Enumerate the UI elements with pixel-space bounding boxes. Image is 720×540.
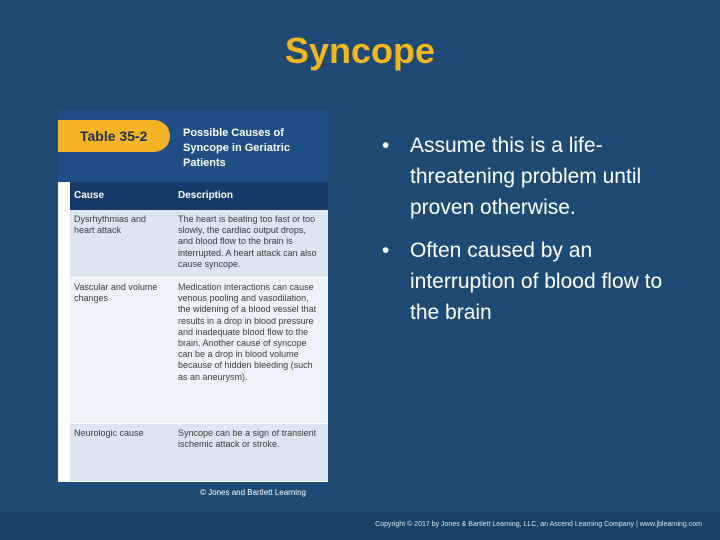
footer-bar (0, 512, 720, 540)
table-image (58, 110, 328, 482)
table-column-headers (70, 182, 328, 210)
column-header-cause: Cause (74, 190, 105, 201)
row-cause: Vascular and volume changes (74, 282, 158, 304)
footer-copyright: Copyright © 2017 by Jones & Bartlett Learning, LLC, an Ascend Learning Company | www.jblearning.com (375, 521, 702, 528)
bullet-list (382, 130, 692, 340)
table-row (70, 278, 328, 424)
table-header-band (58, 110, 328, 182)
table-body (70, 210, 328, 482)
row-description: Syncope can be a sign of transient ischemic attack or stroke. (178, 428, 317, 450)
table-credit: © Jones and Bartlett Learning (200, 488, 306, 497)
bullet-item (382, 235, 692, 328)
bullet-text: Assume this is a life-threatening problem until proven otherwise. (410, 134, 642, 219)
bullet-icon: • (382, 239, 390, 262)
table-title: Possible Causes of Syncope in Geriatric Patients (183, 127, 290, 169)
row-description: The heart is beating too fast or too slowly, the cardiac output drops, and blood flow to the brain is interrupted. A heart attack can also cause syncope. (178, 214, 317, 269)
row-cause: Dysrhythmias and heart attack (74, 214, 147, 236)
row-description: Medication interactions can cause venous pooling and vasodilation, the widening of a blood vessel that results in a drop in blood pressure and inadequate blood flow to the brain. Another cause of syncope can be a drop in blood volume because of hidden bleeding (such as an aneurysm). (178, 282, 317, 382)
row-cause: Neurologic cause (74, 428, 144, 438)
slide-title: Syncope (284, 30, 436, 71)
column-header-description: Description (178, 190, 234, 201)
bullet-icon: • (382, 134, 390, 157)
table-number-badge: Table 35-2 (58, 120, 170, 152)
table-row (70, 424, 328, 482)
table-row (70, 210, 328, 278)
bullet-item (382, 130, 692, 223)
bullet-text: Often caused by an interruption of blood flow to the brain (410, 239, 663, 324)
